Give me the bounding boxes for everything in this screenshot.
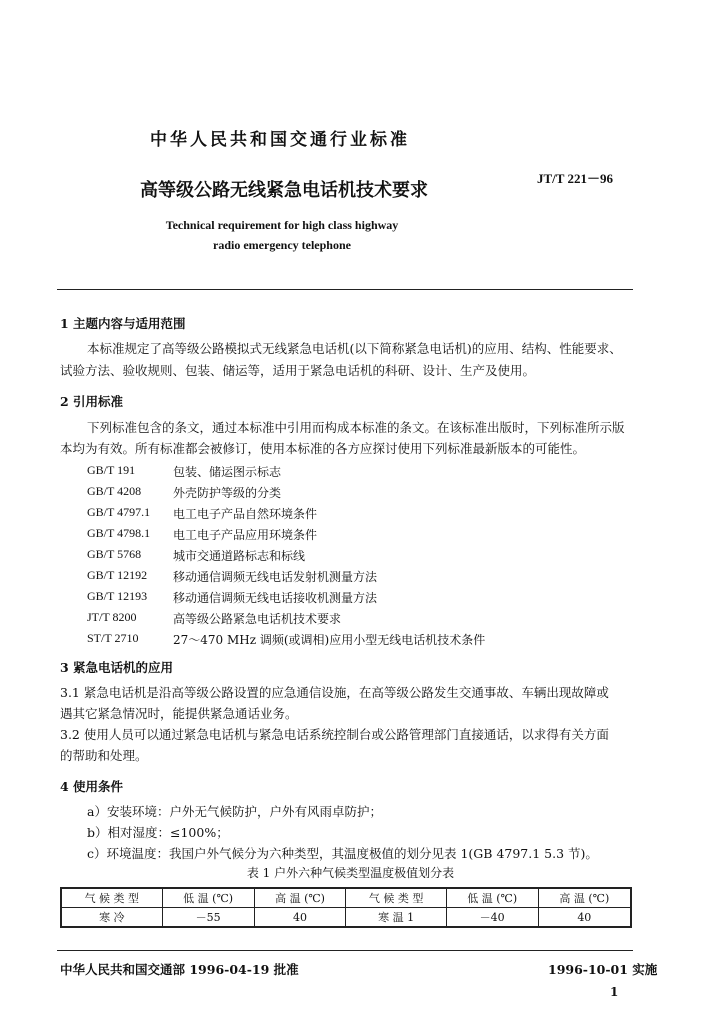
table-header-cell: 低 温 (℃)	[446, 888, 538, 908]
reference-code: GB/T 191	[87, 463, 136, 477]
standard-code: JT/T 221－96	[537, 171, 613, 186]
clause-3-1-line2: 遇其它紧急情况时，能提供紧急通话业务。	[60, 706, 298, 721]
table-1-caption: 表 1 户外六种气候类型温度极值划分表	[246, 866, 455, 880]
condition-item-b: b）相对湿度：≤100%；	[87, 825, 229, 840]
table-header-cell: 高 温 (℃)	[538, 888, 631, 908]
reference-name: 包装、储运图示标志	[173, 465, 282, 479]
standard-category-title: 中华人民共和国交通行业标准	[150, 130, 410, 150]
clause-3-2-line1: 3.2 使用人员可以通过紧急电话机与紧急电话系统控制台或公路管理部门直接通话，以求得有关方面	[60, 727, 609, 742]
condition-item-c: c）环境温度：我国户外气候分为六种类型，其温度极值的划分见表 1(GB 4797.1 5.3 节)。	[87, 846, 598, 861]
section-3-heading: 3 紧急电话机的应用	[60, 660, 174, 675]
table-cell: －55	[162, 908, 254, 928]
page-number: 1	[610, 985, 619, 999]
section-2-paragraph-line2: 本均为有效。所有标准都会被修订，使用本标准的各方应探讨使用下列标准最新版本的可能性。	[60, 441, 586, 456]
reference-code: GB/T 12192	[87, 568, 148, 582]
document-title-cn: 高等级公路无线紧急电话机技术要求	[140, 180, 428, 201]
reference-code: GB/T 12193	[87, 589, 148, 603]
reference-name: 27～470 MHz 调频(或调相)应用小型无线电话机技术条件	[173, 633, 486, 647]
section-1-paragraph-line2: 试验方法、验收规则、包装、储运等，适用于紧急电话机的科研、设计、生产及使用。	[60, 363, 536, 378]
reference-name: 移动通信调频无线电话接收机测量方法	[173, 591, 378, 605]
section-1-heading: 1 主题内容与适用范围	[60, 316, 186, 331]
condition-item-a: a）安装环境：户外无气候防护，户外有风雨卓防护；	[87, 804, 382, 819]
table-header-cell: 气 候 类 型	[61, 888, 162, 908]
section-4-heading: 4 使用条件	[60, 779, 124, 794]
document-title-en-line1: Technical requirement for high class highway	[165, 218, 399, 232]
section-2-paragraph-line1: 下列标准包含的条文，通过本标准中引用而构成本标准的条文。在该标准出版时，下列标准所示版	[87, 420, 625, 435]
climate-temperature-table	[60, 887, 632, 928]
table-header-cell: 低 温 (℃)	[162, 888, 254, 908]
approval-statement: 中华人民共和国交通部 1996-04-19 批准	[60, 962, 299, 977]
table-header-cell: 高 温 (℃)	[254, 888, 346, 908]
reference-code: ST/T 2710	[87, 631, 139, 645]
section-2-heading: 2 引用标准	[60, 394, 124, 409]
document-title-en-line2: radio emergency telephone	[213, 238, 351, 252]
reference-name: 外壳防护等级的分类	[173, 486, 282, 500]
reference-code: GB/T 4798.1	[87, 526, 151, 540]
table-cell: 寒 冷	[61, 908, 162, 928]
table-header-row	[61, 888, 631, 908]
reference-code: JT/T 8200	[87, 610, 137, 624]
effective-date: 1996-10-01 实施	[548, 962, 658, 977]
reference-name: 移动通信调频无线电话发射机测量方法	[173, 570, 378, 584]
reference-code: GB/T 5768	[87, 547, 142, 561]
clause-3-2-line2: 的帮助和处理。	[60, 748, 148, 763]
table-row	[61, 908, 631, 928]
clause-3-1-line1: 3.1 紧急电话机是沿高等级公路设置的应急通信设施，在高等级公路发生交通事故、车辆出现故障或	[60, 685, 609, 700]
table-cell: 40	[254, 908, 346, 928]
table-cell: 寒 温 1	[346, 908, 446, 928]
reference-name: 电工电子产品应用环境条件	[173, 528, 318, 542]
reference-code: GB/T 4797.1	[87, 505, 151, 519]
table-cell: －40	[446, 908, 538, 928]
reference-code: GB/T 4208	[87, 484, 142, 498]
reference-name: 电工电子产品自然环境条件	[173, 507, 318, 521]
reference-name: 高等级公路紧急电话机技术要求	[173, 612, 342, 626]
header-divider	[57, 289, 633, 290]
footer-divider	[57, 950, 633, 951]
reference-name: 城市交通道路标志和标线	[173, 549, 306, 563]
table-header-cell: 气 候 类 型	[346, 888, 446, 908]
table-cell: 40	[538, 908, 631, 928]
section-1-paragraph-line1: 本标准规定了高等级公路模拟式无线紧急电话机(以下简称紧急电话机)的应用、结构、性能要求、	[87, 341, 622, 356]
